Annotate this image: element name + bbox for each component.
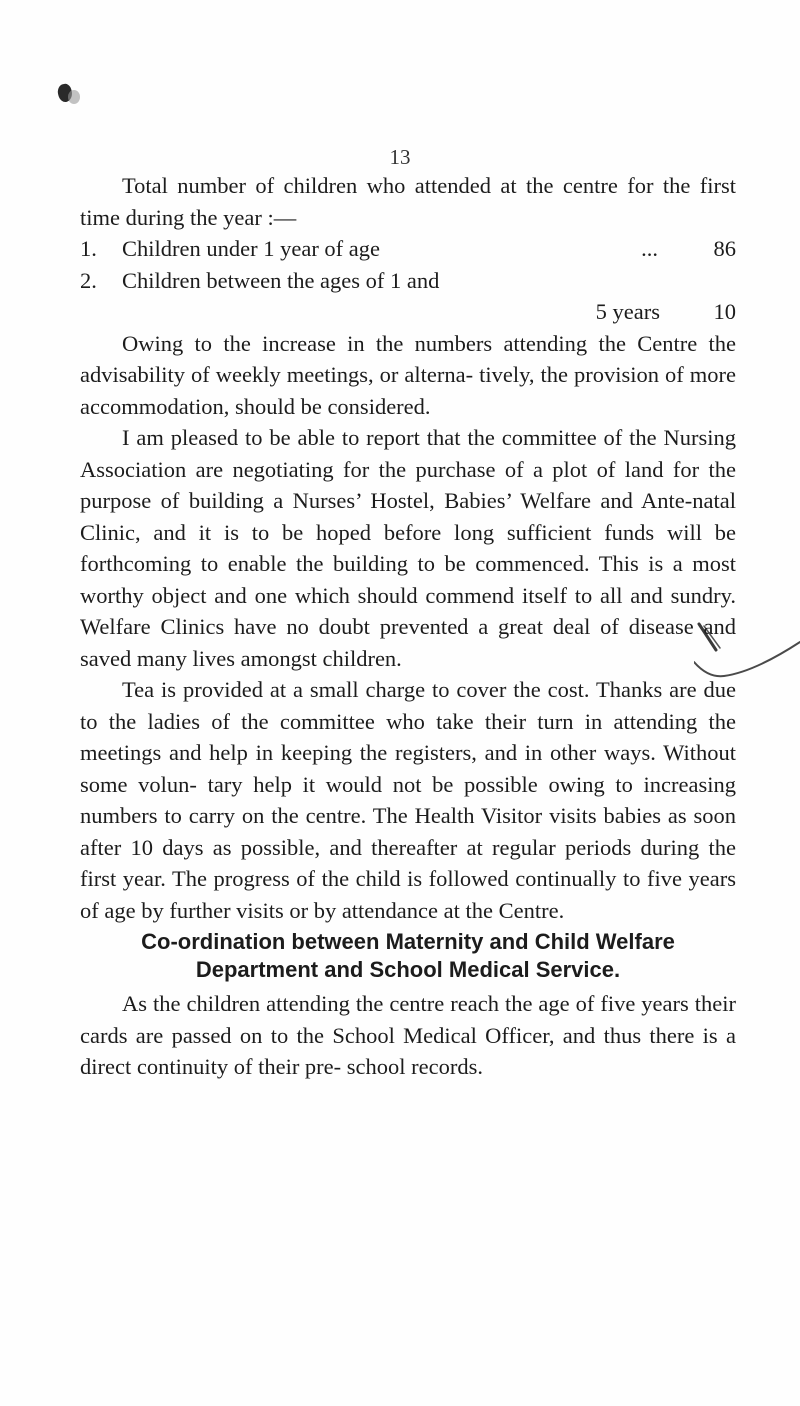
page-number: 13 bbox=[389, 145, 411, 169]
list-number: 1. bbox=[80, 236, 97, 261]
paragraph: As the children attending the centre reach the age of five years their cards are passed on to the School Medical Officer, and thus there is a direct continuity of their pre- school records. bbox=[80, 991, 736, 1079]
list-item bbox=[80, 233, 736, 265]
list-label: Children between the ages of 1 and bbox=[122, 267, 440, 293]
list-item bbox=[80, 265, 736, 328]
document-body bbox=[80, 170, 736, 1083]
list-value: 10 bbox=[713, 299, 736, 324]
intro-paragraph bbox=[80, 170, 736, 233]
section-heading: Co-ordination between Maternity and Child Welfare Department and School Medical Service. bbox=[141, 929, 675, 982]
leader-dots: ... bbox=[641, 236, 658, 261]
paragraph: Owing to the increase in the numbers attending the Centre the advisability of weekly meetings, or alterna- tively, the provision of more accommodation, should be considered. bbox=[80, 330, 736, 419]
list-value: 86 bbox=[713, 236, 736, 261]
attendance-list bbox=[80, 233, 736, 328]
paragraph: Tea is provided at a small charge to cover the cost. Thanks are due to the ladies of the committee who take their turn in attending the meetings and help in keeping the registers, and in other ways. Without some volun- tary help it would not be possible owing to increasing numbers to carry on the centre. The Health Visitor visits babies as soon after 10 days as possible, and thereafter at regular periods during the first year. The progress of the child is followed continually to five years of age by further visits or by attendance at the Centre. bbox=[80, 677, 736, 923]
ink-smudge bbox=[68, 90, 80, 104]
list-label: Children under 1 year of age bbox=[122, 236, 381, 261]
list-number: 2. bbox=[80, 267, 97, 293]
paragraph: I am pleased to be able to report that the committee of the Nursing Association are negotiating for the purchase of a plot of land for the purpose of building a Nurses’ Hostel, Babies’ Welfare and Ante-natal Clinic, and it is to be hoped before long sufficient funds will be forthcoming to enable the building to be commenced. This is a most worthy object and one which should commend itself to all and sundry. Welfare Clinics have no doubt prevented a great deal of disease and saved many lives amongst children. bbox=[80, 425, 736, 671]
intro-text: Total number of children who attended at the centre for the first time during the year :— bbox=[80, 173, 736, 230]
list-label-continued: 5 years bbox=[595, 299, 660, 324]
